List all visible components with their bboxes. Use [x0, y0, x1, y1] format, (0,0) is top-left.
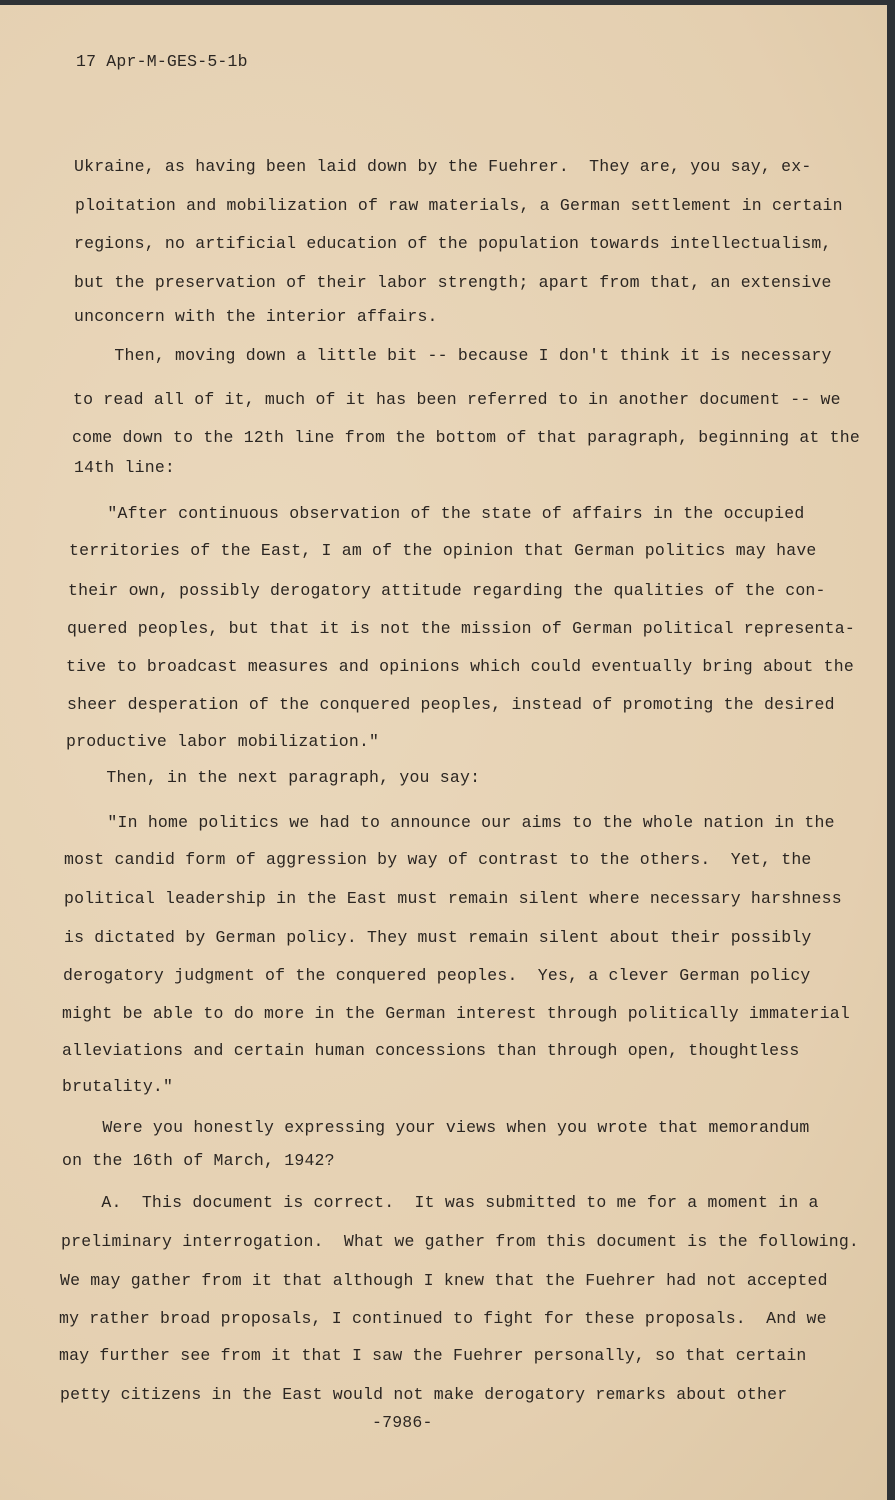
page-number: -7986- — [372, 1413, 433, 1432]
text-line: A. This document is correct. It was submitted to me for a moment in a — [61, 1193, 819, 1212]
text-line: regions, no artificial education of the population towards intellectualism, — [74, 234, 832, 253]
text-line: We may gather from it that although I knew that the Fuehrer had not accepted — [60, 1271, 828, 1290]
text-line: unconcern with the interior affairs. — [74, 307, 438, 326]
text-line: petty citizens in the East would not make derogatory remarks about other — [60, 1385, 788, 1404]
text-line: territories of the East, I am of the opinion that German politics may have — [69, 541, 817, 560]
text-line: ploitation and mobilization of raw materials, a German settlement in certain — [75, 196, 843, 215]
text-line: "In home politics we had to announce our aims to the whole nation in the — [67, 813, 835, 832]
text-line: might be able to do more in the German interest through politically immaterial — [62, 1004, 850, 1023]
text-line: is dictated by German policy. They must remain silent about their possibly — [64, 928, 812, 947]
text-line: preliminary interrogation. What we gather from this document is the following. — [61, 1232, 860, 1251]
document-header: 17 Apr-M-GES-5-1b — [76, 52, 248, 71]
text-line: most candid form of aggression by way of contrast to the others. Yet, the — [64, 850, 812, 869]
text-line: Then, in the next paragraph, you say: — [66, 768, 481, 787]
text-line: 14th line: — [74, 458, 176, 477]
text-line: their own, possibly derogatory attitude regarding the qualities of the con- — [68, 581, 826, 600]
text-line: my rather broad proposals, I continued to fight for these proposals. And we — [59, 1309, 827, 1328]
text-line: but the preservation of their labor strength; apart from that, an extensive — [74, 273, 832, 292]
text-line: may further see from it that I saw the Fuehrer personally, so that certain — [59, 1346, 807, 1365]
document-page — [0, 5, 887, 1500]
text-line: Ukraine, as having been laid down by the Fuehrer. They are, you say, ex- — [74, 157, 812, 176]
text-line: tive to broadcast measures and opinions which could eventually bring about the — [66, 657, 854, 676]
text-line: "After continuous observation of the state of affairs in the occupied — [67, 504, 805, 523]
text-line: sheer desperation of the conquered peoples, instead of promoting the desired — [67, 695, 835, 714]
text-line: come down to the 12th line from the bottom of that paragraph, beginning at the — [72, 428, 860, 447]
text-line: productive labor mobilization." — [66, 732, 380, 751]
text-line: Were you honestly expressing your views when you wrote that memorandum — [62, 1118, 810, 1137]
text-line: brutality." — [62, 1077, 174, 1096]
text-line: alleviations and certain human concessions than through open, thoughtless — [62, 1041, 800, 1060]
text-line: quered peoples, but that it is not the mission of German political representa- — [67, 619, 855, 638]
text-line: political leadership in the East must remain silent where necessary harshness — [64, 889, 842, 908]
text-line: Then, moving down a little bit -- because I don't think it is necessary — [74, 346, 832, 365]
text-line: to read all of it, much of it has been referred to in another document -- we — [73, 390, 841, 409]
text-line: derogatory judgment of the conquered peoples. Yes, a clever German policy — [63, 966, 811, 985]
text-line: on the 16th of March, 1942? — [62, 1151, 335, 1170]
